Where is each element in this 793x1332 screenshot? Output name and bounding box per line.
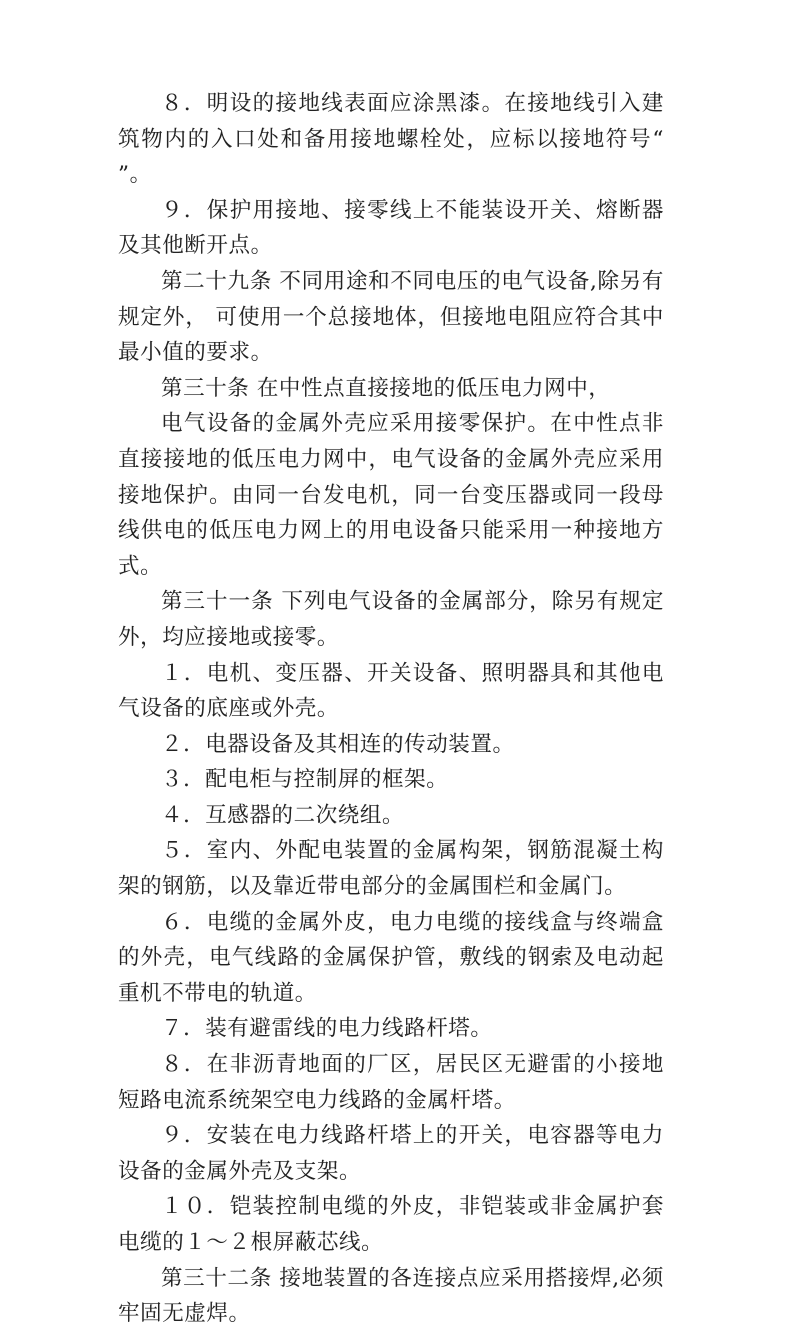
document-text-block: [118, 86, 664, 1332]
paragraph-item-4-transformer-winding: ４．互感器的二次绕组。: [161, 802, 405, 828]
paragraph-item-8-grounding-paint: ８．明设的接地线表面应涂黑漆。在接地线引入建筑物内的入口处和备用接地螺栓处，应标以接地符号“ ”。: [118, 91, 664, 188]
paragraph-item-2-transmission: ２．电器设备及其相连的传动装置。: [161, 731, 515, 757]
paragraph-item-10-armoured-cable: １０．铠装控制电缆的外皮，非铠装或非金属护套电缆的１～２根屏蔽芯线。: [118, 1194, 664, 1255]
paragraph-article-32: 第三十二条 接地装置的各连接点应采用搭接焊,必须牢固无虚焊。: [118, 1265, 664, 1327]
paragraph-item-3-cabinet-frame: ３．配电柜与控制屏的框架。: [161, 767, 449, 793]
paragraph-item-9-pole-switch: ９．安装在电力线路杆塔上的开关，电容器等电力设备的金属外壳及支架。: [118, 1123, 664, 1184]
paragraph-article-29: 第二十九条 不同用途和不同电压的电气设备,除另有规定外， 可使用一个总接地体，但接地电阻应符合其中最小值的要求。: [118, 268, 664, 366]
paragraph-article-30-heading: 第三十条 在中性点直接接地的低压电力网中，: [161, 375, 611, 401]
paragraph-item-6-cable-sheath: ６．电缆的金属外皮，电力电缆的接线盒与终端盒的外壳，电气线路的金属保护管，敷线的钢索及电动起重机不带电的轨道。: [118, 909, 664, 1006]
paragraph-item-1-motors: １．电机、变压器、开关设备、照明器具和其他电气设备的底座或外壳。: [118, 660, 664, 722]
paragraph-item-7-lightning-tower: ７．装有避雷线的电力线路杆塔。: [161, 1016, 493, 1042]
paragraph-item-9-no-switches: ９．保护用接地、接零线上不能装设开关、熔断器及其他断开点。: [118, 197, 664, 259]
paragraph-item-8-non-asphalt: ８．在非沥青地面的厂区，居民区无避雷的小接地短路电流系统架空电力线路的金属杆塔。: [118, 1052, 664, 1113]
paragraph-item-5-indoor-outdoor: ５．室内、外配电装置的金属构架，钢筋混凝土构架的钢筋，以及靠近带电部分的金属围栏和金属门。: [118, 838, 664, 900]
paragraph-article-31: 第三十一条 下列电气设备的金属部分，除另有规定外，均应接地或接零。: [118, 589, 664, 650]
paragraph-article-30-body: 电气设备的金属外壳应采用接零保护。在中性点非直接接地的低压电力网中，电气设备的金属外壳应采用接地保护。由同一台发电机，同一台变压器或同一段母线供电的低压电力网上的用电设备只能采用一种接地方式。: [118, 411, 664, 579]
